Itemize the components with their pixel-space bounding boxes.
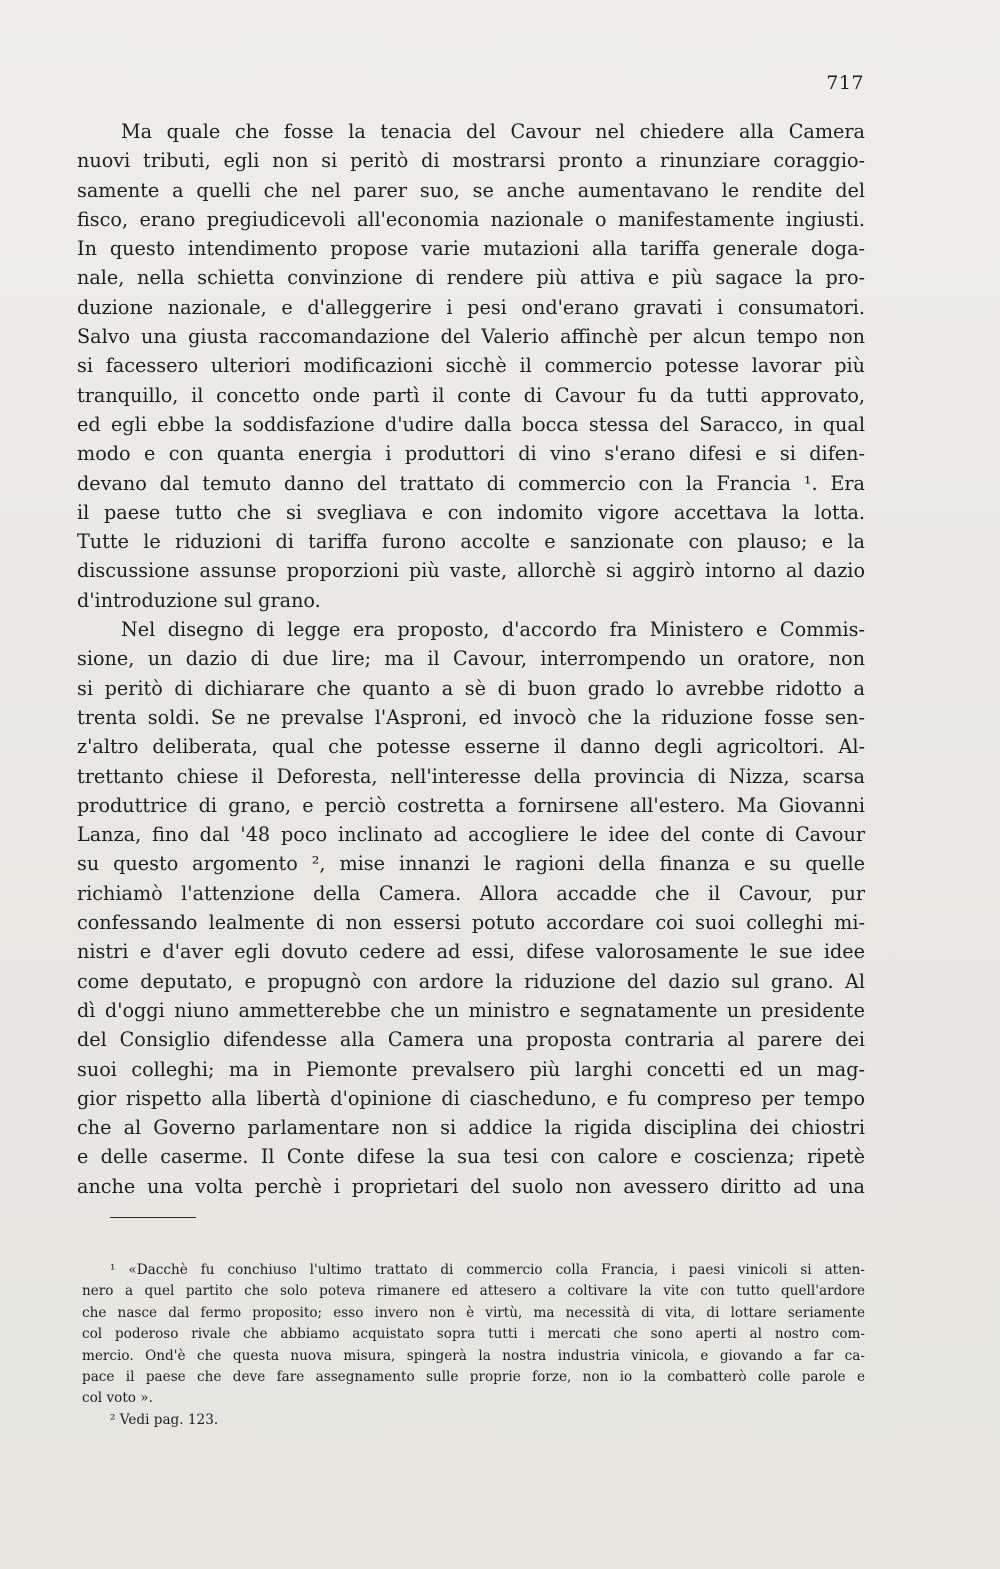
footnote-line: ¹ «Dacchè fu conchiuso l'ultimo trattato di commercio colla Francia, i paesi vinicoli si atten-	[110, 1262, 865, 1278]
footnote-line: ² Vedi pag. 123.	[110, 1411, 219, 1428]
text-line: samente a quelli che nel parer suo, se anche aumentavano le rendite del	[77, 178, 865, 202]
text-line: il paese tutto che si svegliava e con indomito vigore accettava la lotta.	[77, 500, 865, 524]
text-line: tranquillo, il concetto onde partì il conte di Cavour fu da tutti approvato,	[77, 383, 865, 407]
text-line: duzione nazionale, e d'alleggerire i pesi ond'erano gravati i consumatori.	[77, 295, 865, 319]
text-line: anche una volta perchè i proprietari del suolo non avessero diritto ad una	[77, 1174, 865, 1198]
text-line: trenta soldi. Se ne prevalse l'Asproni, ed invocò che la riduzione fosse sen-	[77, 705, 865, 729]
text-line: Lanza, fino dal '48 poco inclinato ad accogliere le idee del conte di Cavour	[77, 823, 865, 847]
footnote-line: col voto ».	[82, 1390, 153, 1407]
page-number: 717	[826, 72, 864, 94]
text-line: si peritò di dichiarare che quanto a sè di buon grado lo avrebbe ridotto a	[77, 676, 865, 700]
text-line: si facessero ulteriori modificazioni sicchè il commercio potesse lavorar più	[77, 354, 865, 378]
text-line: confessando lealmente di non essersi potuto accordare coi suoi colleghi mi-	[77, 911, 865, 935]
text-line: nuovi tributi, egli non si peritò di mostrarsi pronto a rinunziare coraggio-	[77, 149, 865, 173]
text-line: gior rispetto alla libertà d'opinione di ciascheduno, e fu compreso per tempo	[77, 1086, 865, 1110]
text-line: che al Governo parlamentare non si addice la rigida disciplina dei chiostri	[77, 1116, 865, 1140]
text-line: In questo intendimento propose varie mutazioni alla tariffa generale doga-	[77, 237, 865, 261]
text-line: Salvo una giusta raccomandazione del Valerio affinchè per alcun tempo non	[77, 325, 865, 349]
text-line: fisco, erano pregiudicevoli all'economia nazionale o manifestamente ingiusti.	[77, 207, 865, 231]
text-line: ed egli ebbe la soddisfazione d'udire dalla bocca stessa del Saracco, in qual	[77, 412, 865, 436]
footnote-line: che nasce dal fermo proposito; esso invero non è virtù, ma necessità di vita, di lottare seriamente	[82, 1304, 865, 1321]
footnote-divider	[110, 1217, 196, 1218]
text-line: z'altro deliberata, qual che potesse esserne il danno degli agricoltori. Al-	[77, 735, 865, 759]
text-line: modo e con quanta energia i produttori di vino s'erano difesi e si difen-	[77, 442, 865, 466]
text-line: su questo argomento ², mise innanzi le ragioni della finanza e su quelle	[77, 852, 865, 876]
text-line: nale, nella schietta convinzione di rendere più attiva e più sagace la pro-	[77, 266, 865, 290]
text-line: Nel disegno di legge era proposto, d'accordo fra Ministero e Commis-	[121, 618, 865, 642]
text-line: discussione assunse proporzioni più vaste, allorchè si aggirò intorno al dazio	[77, 559, 865, 583]
footnote-line: pace il paese che deve fare assegnamento sulle proprie forze, non io la combatterò colle parole e	[82, 1368, 865, 1385]
text-line: d'introduzione sul grano.	[77, 588, 321, 612]
text-line: Ma quale che fosse la tenacia del Cavour nel chiedere alla Camera	[121, 120, 865, 143]
footnote-line: col poderoso rivale che abbiamo acquistato sopra tutti i mercati che sono aperti al nostro com-	[82, 1326, 865, 1343]
main-text	[77, 117, 865, 1201]
text-line: suoi colleghi; ma in Piemonte prevalsero più larghi concetti ed un mag-	[77, 1057, 865, 1081]
text-line: dì d'oggi niuno ammetterebbe che un ministro e segnatamente un presidente	[77, 998, 865, 1022]
text-line: nistri e d'aver egli dovuto cedere ad essi, difese valorosamente le sue idee	[77, 940, 865, 964]
text-line: richiamò l'attenzione della Camera. Allora accadde che il Cavour, pur	[77, 881, 865, 905]
text-line: trettanto chiese il Deforesta, nell'interesse della provincia di Nizza, scarsa	[77, 764, 865, 788]
text-line: del Consiglio difendesse alla Camera una proposta contraria al parere dei	[77, 1028, 865, 1052]
text-line: sione, un dazio di due lire; ma il Cavour, interrompendo un oratore, non	[77, 647, 865, 671]
footnote-line: nero a quel partito che solo poteva rimanere ed attesero a coltivare la vite con tutto quell'ardore	[82, 1283, 865, 1300]
text-line: come deputato, e propugnò con ardore la riduzione del dazio sul grano. Al	[77, 969, 865, 993]
footnote-line: mercio. Ond'è che questa nuova misura, spingerà la nostra industria vinicola, e giovando a far ca-	[82, 1347, 865, 1364]
footnotes	[82, 1260, 865, 1431]
text-line: e delle caserme. Il Conte difese la sua tesi con calore e coscienza; ripetè	[77, 1145, 865, 1169]
text-line: produttrice di grano, e perciò costretta a fornirsene all'estero. Ma Giovanni	[77, 793, 865, 817]
text-line: devano dal temuto danno del trattato di commercio con la Francia ¹. Era	[77, 471, 865, 495]
text-line: Tutte le riduzioni di tariffa furono accolte e sanzionate con plauso; e la	[77, 530, 865, 554]
